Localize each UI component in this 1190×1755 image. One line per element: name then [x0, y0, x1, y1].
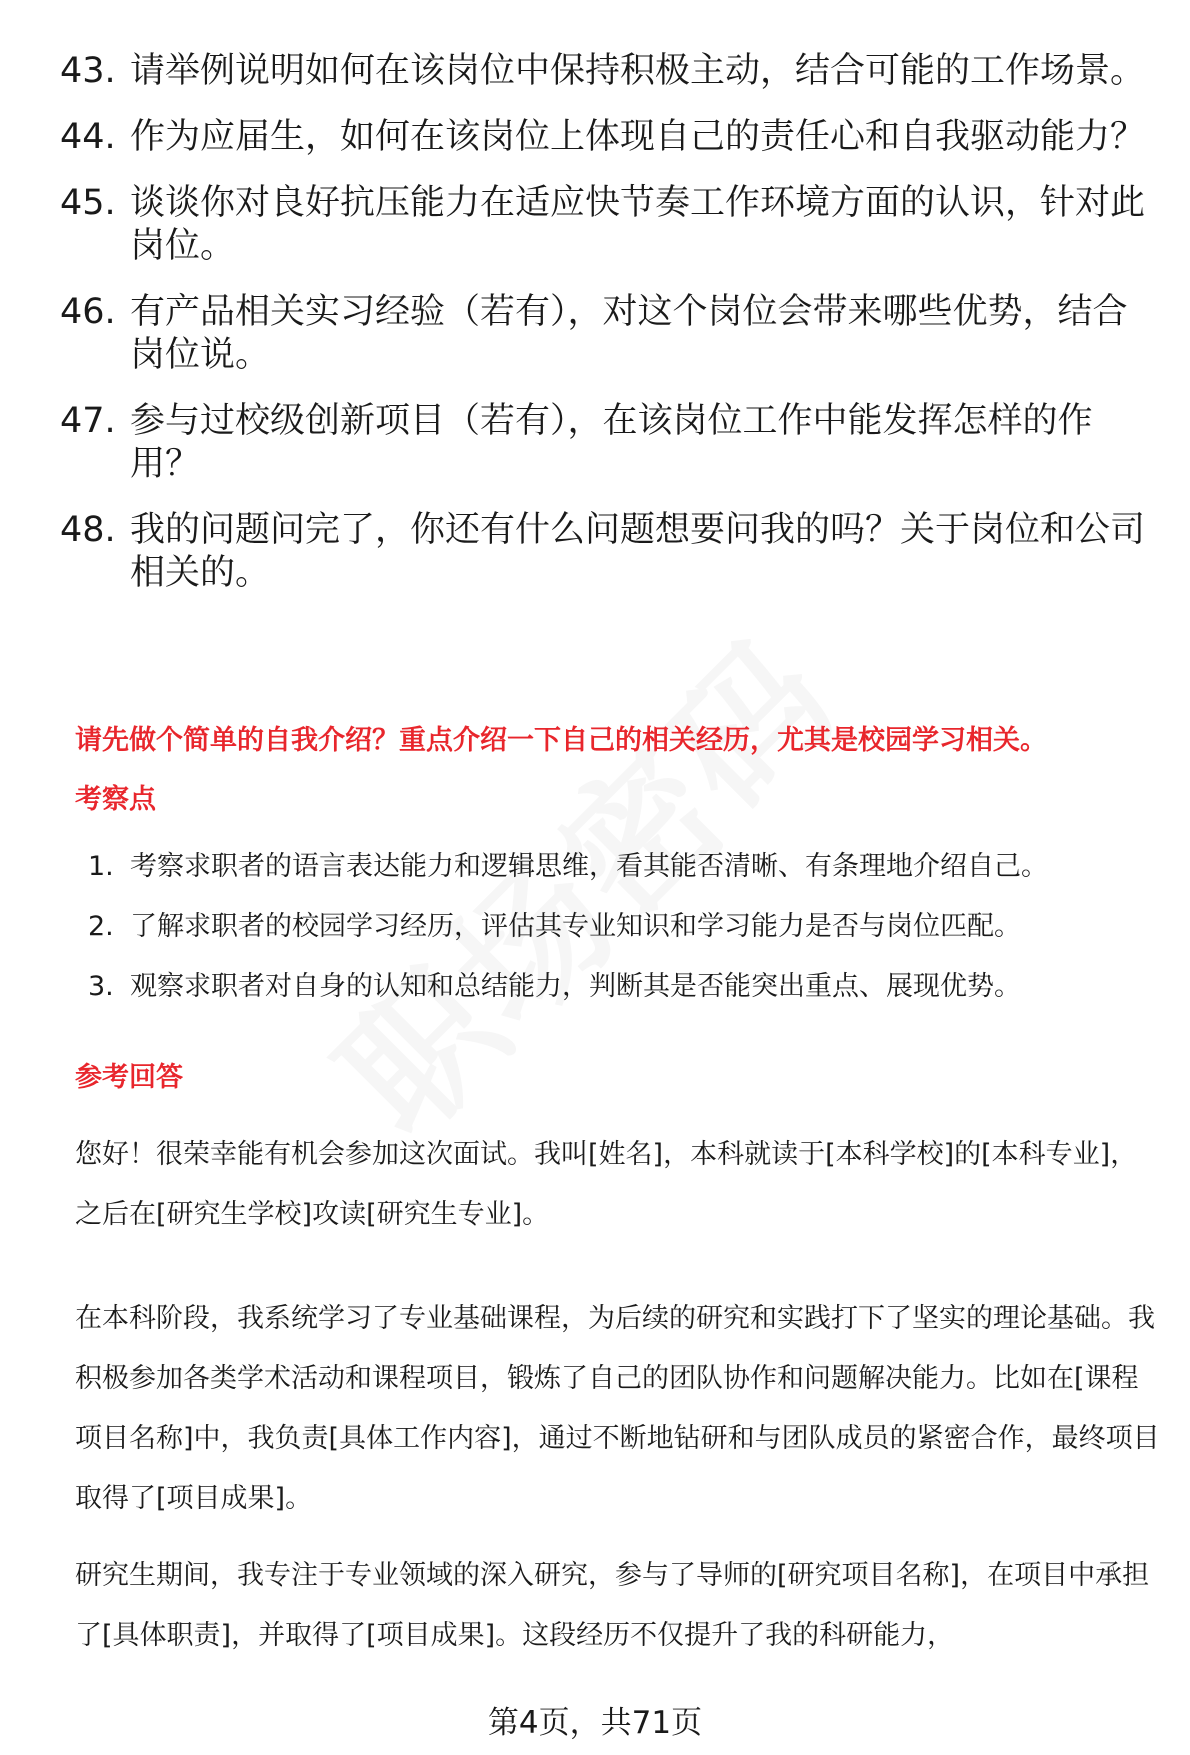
- point-number: 1.: [88, 851, 114, 882]
- point-text: 观察求职者对自身的认知和总结能力，判断其是否能突出重点、展现优势。: [130, 971, 1021, 1002]
- list-item: [60, 291, 1150, 377]
- question-number: 46.: [60, 292, 116, 332]
- list-item: [60, 50, 1150, 93]
- points-list: [88, 848, 1148, 1028]
- question-text: 参与过校级创新项目（若有），在该岗位工作中能发挥怎样的作用？: [130, 401, 1093, 484]
- question-number: 45.: [60, 183, 116, 223]
- answer-paragraph: 在本科阶段，我系统学习了专业基础课程，为后续的研究和实践打下了坚实的理论基础。我积极参加各类学术活动和课程项目，锻炼了自己的团队协作和问题解决能力。比如在[课程项目名称]中，我负责[具体工作内容]，通过不断地钻研和与团队成员的紧密合作，最终项目取得了[项目成果]。: [75, 1303, 1160, 1514]
- list-item: [88, 908, 1148, 946]
- list-item: [88, 968, 1148, 1006]
- question-text: 有产品相关实习经验（若有），对这个岗位会带来哪些优势，结合岗位说。: [130, 292, 1128, 375]
- question-number: 48.: [60, 510, 116, 550]
- question-text: 请举例说明如何在该岗位中保持积极主动，结合可能的工作场景。: [130, 51, 1146, 91]
- point-number: 3.: [88, 971, 114, 1002]
- question-text: 谈谈你对良好抗压能力在适应快节奏工作环境方面的认识，针对此岗位。: [130, 183, 1146, 266]
- question-number: 47.: [60, 401, 116, 441]
- point-text: 考察求职者的语言表达能力和逻辑思维，看其能否清晰、有条理地介绍自己。: [130, 851, 1048, 882]
- list-item: [60, 182, 1150, 268]
- list-item: [60, 509, 1150, 595]
- point-number: 2.: [88, 911, 114, 942]
- answer-heading: 参考回答: [75, 1062, 183, 1093]
- point-text: 了解求职者的校园学习经历，评估其专业知识和学习能力是否与岗位匹配。: [130, 911, 1021, 942]
- question-text: 作为应届生，如何在该岗位上体现自己的责任心和自我驱动能力？: [130, 117, 1146, 157]
- list-item: [60, 116, 1150, 159]
- answer-paragraph: 研究生期间，我专注于专业领域的深入研究，参与了导师的[研究项目名称]，在项目中承担了[具体职责]，并取得了[项目成果]。这段经历不仅提升了我的科研能力，: [75, 1560, 1150, 1651]
- list-item: [88, 848, 1148, 886]
- answer-paragraph: 您好！很荣幸能有机会参加这次面试。我叫[姓名]，本科就读于[本科学校]的[本科专业]，之后在[研究生学校]攻读[研究生专业]。: [75, 1139, 1138, 1230]
- question-number: 44.: [60, 117, 116, 157]
- question-text: 我的问题问完了，你还有什么问题想要问我的吗？关于岗位和公司相关的。: [130, 510, 1146, 593]
- points-heading: 考察点: [75, 784, 156, 815]
- question-number: 43.: [60, 51, 116, 91]
- question-heading: 请先做个简单的自我介绍？重点介绍一下自己的相关经历，尤其是校园学习相关。: [75, 725, 1047, 756]
- list-item: [60, 400, 1150, 486]
- question-list: [60, 50, 1150, 618]
- page-footer: 第4页，共71页: [487, 1705, 703, 1741]
